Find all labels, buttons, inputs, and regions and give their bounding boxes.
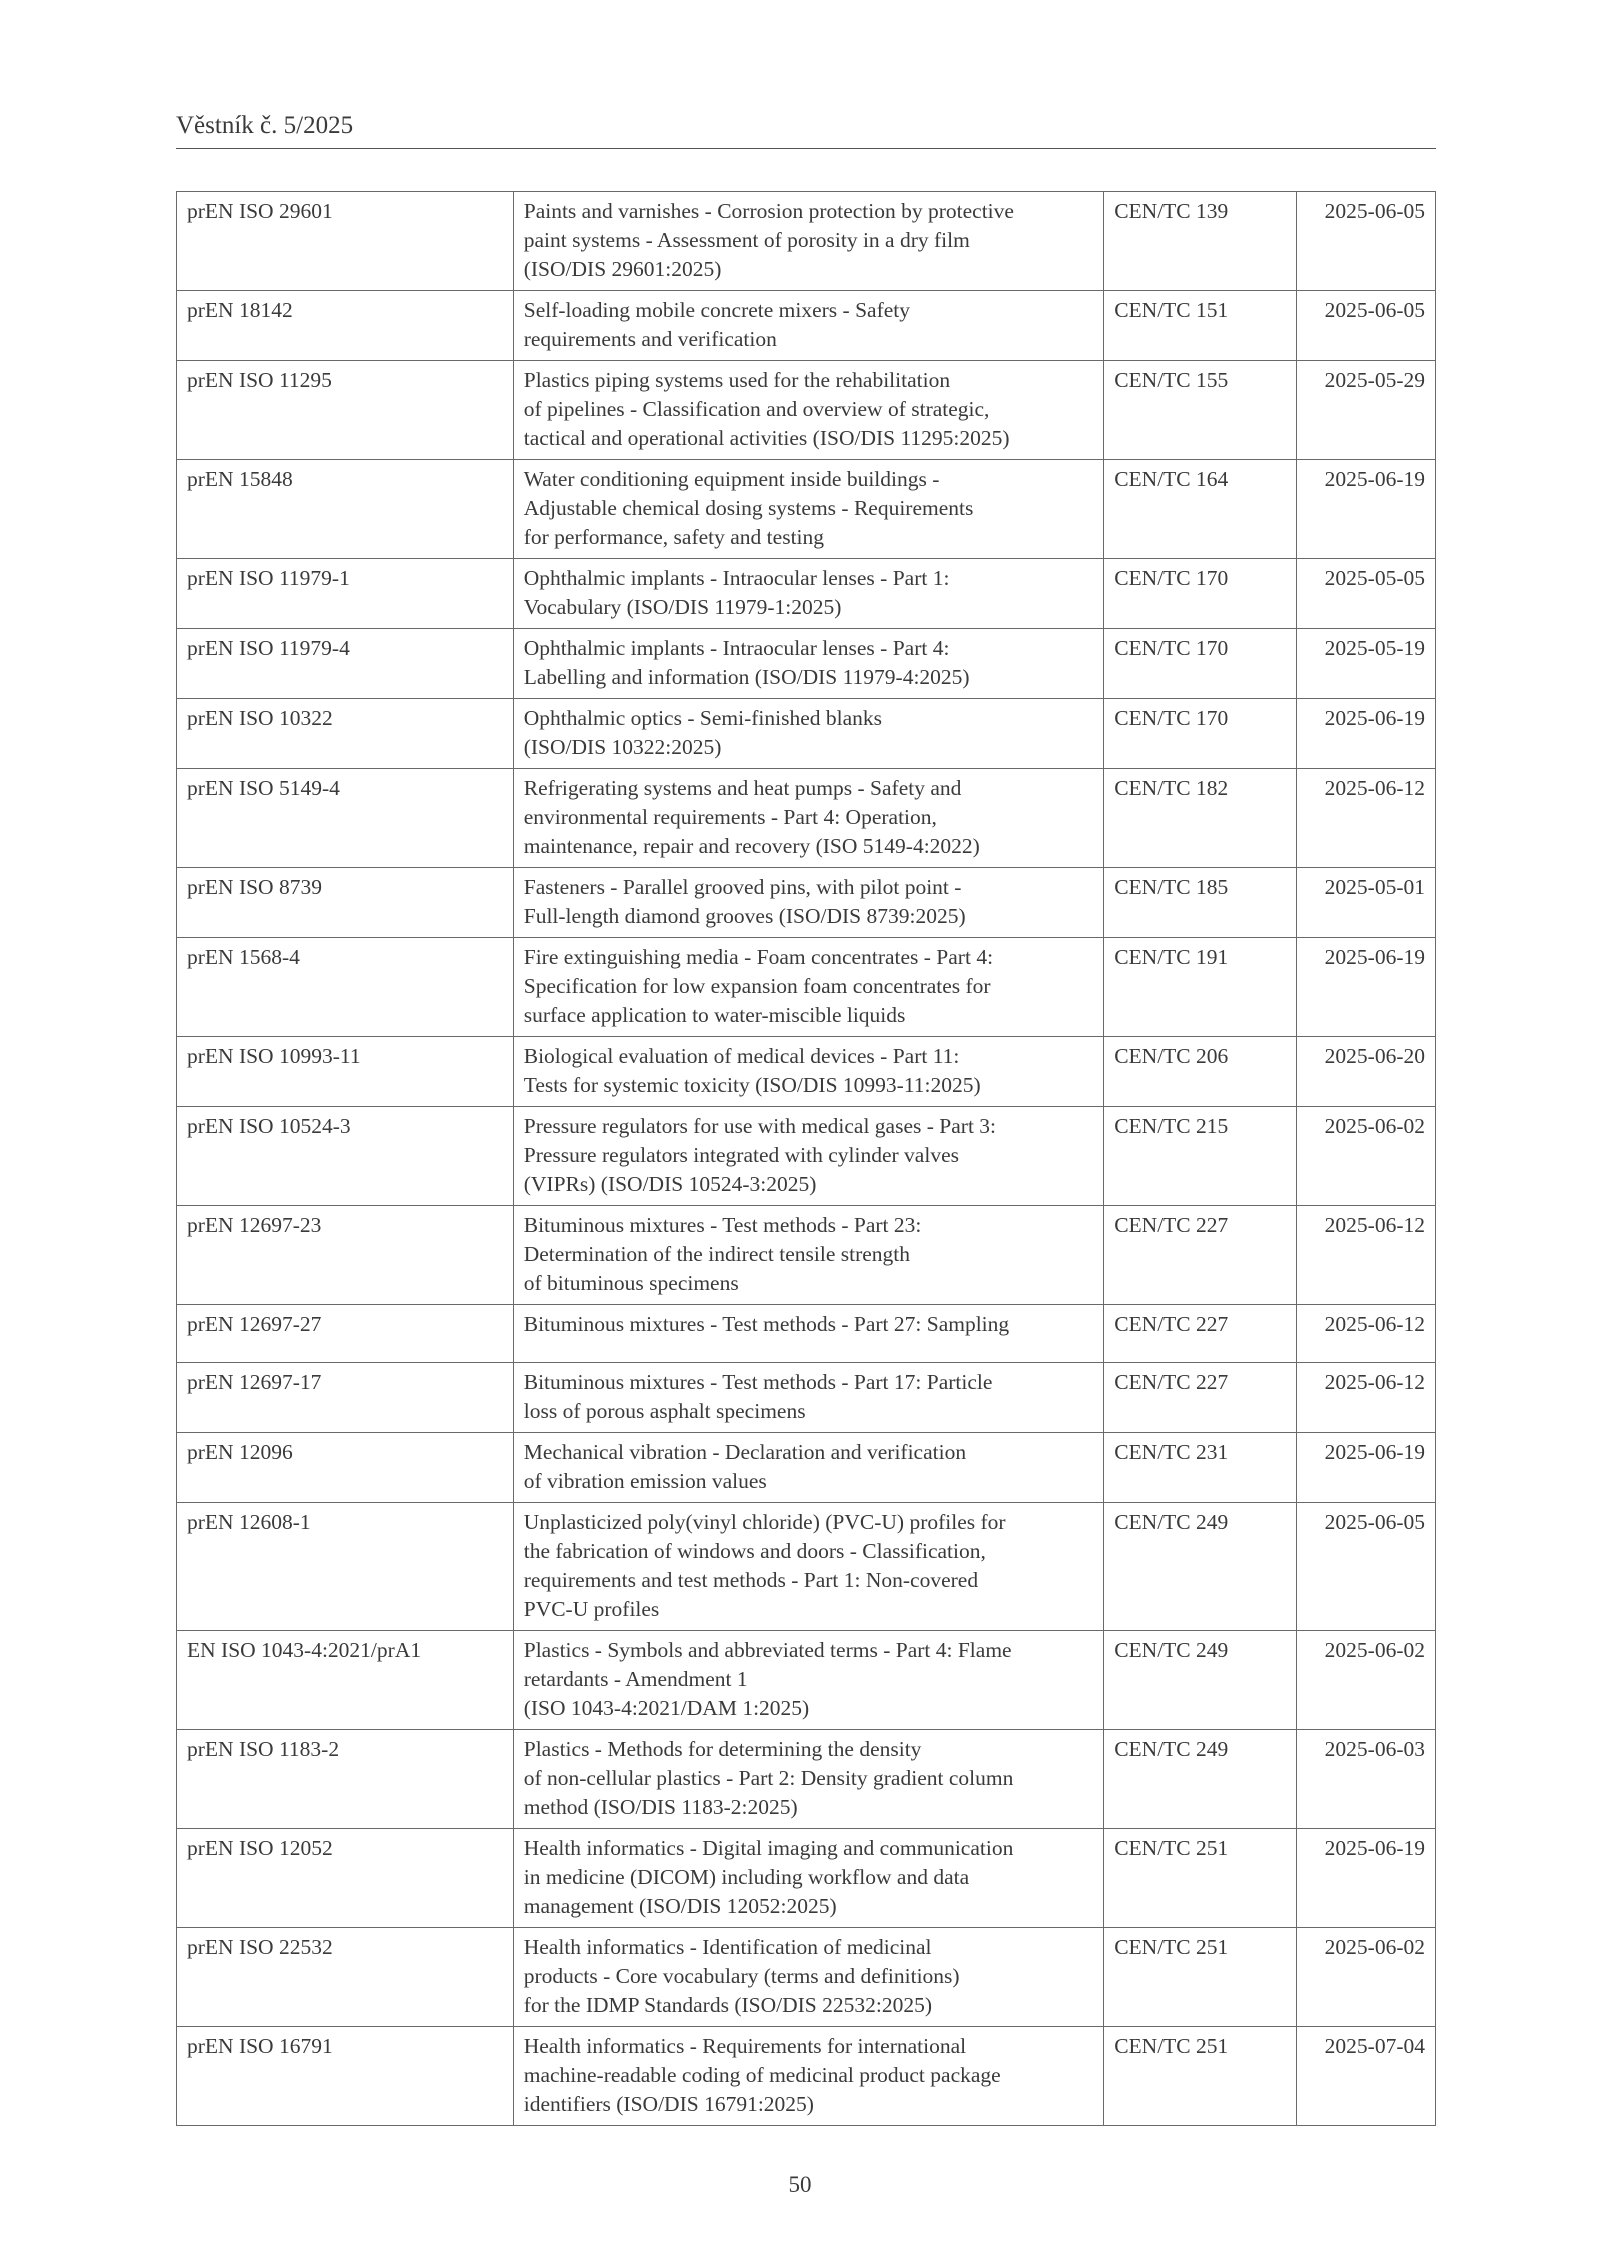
deadline-date: 2025-06-02 [1297,1928,1436,2027]
deadline-date: 2025-07-04 [1297,2027,1436,2126]
standard-description: Ophthalmic optics - Semi-finished blanks (ISO/DIS 10322:2025) [513,699,1103,769]
deadline-date: 2025-05-01 [1297,868,1436,938]
standards-table [176,191,1436,2126]
standard-description: Plastics - Methods for determining the density of non-cellular plastics - Part 2: Density gradient column method (ISO/DIS 1183-2:2025) [513,1730,1103,1829]
technical-committee: CEN/TC 251 [1104,1928,1297,2027]
standard-code: prEN 12697-17 [177,1363,514,1433]
deadline-date: 2025-06-12 [1297,1363,1436,1433]
standard-description: Plastics piping systems used for the rehabilitation of pipelines - Classification and overview of strategic, tactical and operational activities (ISO/DIS 11295:2025) [513,361,1103,460]
standard-description: Health informatics - Digital imaging and communication in medicine (DICOM) including workflow and data management (ISO/DIS 12052:2025) [513,1829,1103,1928]
technical-committee: CEN/TC 249 [1104,1503,1297,1631]
standard-description: Fire extinguishing media - Foam concentrates - Part 4: Specification for low expansion foam concentrates for surface application to water-miscible liquids [513,938,1103,1037]
table-row [177,1503,1436,1631]
standard-description: Bituminous mixtures - Test methods - Part 17: Particle loss of porous asphalt specimens [513,1363,1103,1433]
table-row [177,559,1436,629]
table-row [177,1206,1436,1305]
standard-description: Biological evaluation of medical devices - Part 11: Tests for systemic toxicity (ISO/DIS 10993-11:2025) [513,1037,1103,1107]
standard-code: prEN ISO 11979-1 [177,559,514,629]
deadline-date: 2025-06-02 [1297,1631,1436,1730]
deadline-date: 2025-06-19 [1297,460,1436,559]
technical-committee: CEN/TC 164 [1104,460,1297,559]
technical-committee: CEN/TC 251 [1104,1829,1297,1928]
standard-code: prEN ISO 1183-2 [177,1730,514,1829]
table-row [177,291,1436,361]
deadline-date: 2025-06-05 [1297,1503,1436,1631]
page-number: 50 [788,2172,812,2197]
deadline-date: 2025-06-02 [1297,1107,1436,1206]
standard-code: prEN 1568-4 [177,938,514,1037]
deadline-date: 2025-06-05 [1297,192,1436,291]
standard-description: Ophthalmic implants - Intraocular lenses - Part 1: Vocabulary (ISO/DIS 11979-1:2025) [513,559,1103,629]
table-row [177,1107,1436,1206]
standard-description: Unplasticized poly(vinyl chloride) (PVC-U) profiles for the fabrication of windows and doors - Classification, requirements and test methods - Part 1: Non-covered PVC-U profiles [513,1503,1103,1631]
technical-committee: CEN/TC 206 [1104,1037,1297,1107]
table-row [177,1631,1436,1730]
technical-committee: CEN/TC 170 [1104,559,1297,629]
standard-description: Water conditioning equipment inside buildings - Adjustable chemical dosing systems - Requirements for performance, safety and testing [513,460,1103,559]
standard-code: prEN ISO 12052 [177,1829,514,1928]
standard-code: prEN ISO 16791 [177,2027,514,2126]
standard-code: prEN ISO 8739 [177,868,514,938]
deadline-date: 2025-06-19 [1297,1433,1436,1503]
standard-description: Health informatics - Identification of medicinal products - Core vocabulary (terms and definitions) for the IDMP Standards (ISO/DIS 22532:2025) [513,1928,1103,2027]
standard-code: prEN 12697-27 [177,1305,514,1363]
technical-committee: CEN/TC 170 [1104,699,1297,769]
table-row [177,629,1436,699]
table-row [177,1433,1436,1503]
deadline-date: 2025-06-12 [1297,769,1436,868]
technical-committee: CEN/TC 249 [1104,1631,1297,1730]
deadline-date: 2025-06-12 [1297,1305,1436,1363]
table-row [177,192,1436,291]
standard-code: prEN ISO 11295 [177,361,514,460]
technical-committee: CEN/TC 215 [1104,1107,1297,1206]
standard-description: Self-loading mobile concrete mixers - Safety requirements and verification [513,291,1103,361]
table-row [177,1037,1436,1107]
standard-code: prEN 12096 [177,1433,514,1503]
table-row [177,2027,1436,2126]
standard-code: prEN ISO 29601 [177,192,514,291]
standard-code: prEN ISO 10993-11 [177,1037,514,1107]
standard-code: EN ISO 1043-4:2021/prA1 [177,1631,514,1730]
table-row [177,361,1436,460]
table-row [177,1829,1436,1928]
technical-committee: CEN/TC 155 [1104,361,1297,460]
table-row [177,868,1436,938]
standard-code: prEN 18142 [177,291,514,361]
technical-committee: CEN/TC 249 [1104,1730,1297,1829]
deadline-date: 2025-05-05 [1297,559,1436,629]
standard-description: Mechanical vibration - Declaration and verification of vibration emission values [513,1433,1103,1503]
deadline-date: 2025-06-03 [1297,1730,1436,1829]
standard-code: prEN ISO 22532 [177,1928,514,2027]
technical-committee: CEN/TC 182 [1104,769,1297,868]
technical-committee: CEN/TC 170 [1104,629,1297,699]
table-row [177,699,1436,769]
table-row [177,769,1436,868]
technical-committee: CEN/TC 251 [1104,2027,1297,2126]
standard-description: Pressure regulators for use with medical gases - Part 3: Pressure regulators integrated with cylinder valves (VIPRs) (ISO/DIS 10524-3:2025) [513,1107,1103,1206]
standard-description: Paints and varnishes - Corrosion protection by protective paint systems - Assessment of porosity in a dry film (ISO/DIS 29601:2025) [513,192,1103,291]
table-row [177,938,1436,1037]
standard-code: prEN 12608-1 [177,1503,514,1631]
technical-committee: CEN/TC 227 [1104,1363,1297,1433]
technical-committee: CEN/TC 151 [1104,291,1297,361]
standard-description: Bituminous mixtures - Test methods - Part 23: Determination of the indirect tensile strength of bituminous specimens [513,1206,1103,1305]
table-row [177,1305,1436,1363]
standard-description: Refrigerating systems and heat pumps - Safety and environmental requirements - Part 4: Operation, maintenance, repair and recovery (ISO 5149-4:2022) [513,769,1103,868]
standard-description: Plastics - Symbols and abbreviated terms - Part 4: Flame retardants - Amendment 1 (ISO 1043-4:2021/DAM 1:2025) [513,1631,1103,1730]
technical-committee: CEN/TC 227 [1104,1206,1297,1305]
table-row [177,1730,1436,1829]
deadline-date: 2025-06-19 [1297,699,1436,769]
technical-committee: CEN/TC 227 [1104,1305,1297,1363]
standard-description: Bituminous mixtures - Test methods - Part 27: Sampling [513,1305,1103,1363]
standard-description: Ophthalmic implants - Intraocular lenses - Part 4: Labelling and information (ISO/DIS 11979-4:2025) [513,629,1103,699]
technical-committee: CEN/TC 231 [1104,1433,1297,1503]
deadline-date: 2025-06-05 [1297,291,1436,361]
standard-code: prEN ISO 5149-4 [177,769,514,868]
technical-committee: CEN/TC 185 [1104,868,1297,938]
deadline-date: 2025-06-12 [1297,1206,1436,1305]
standard-code: prEN ISO 10322 [177,699,514,769]
deadline-date: 2025-05-19 [1297,629,1436,699]
technical-committee: CEN/TC 139 [1104,192,1297,291]
page-header: Věstník č. 5/2025 [176,112,1436,149]
deadline-date: 2025-06-20 [1297,1037,1436,1107]
table-row [177,1363,1436,1433]
standard-code: prEN ISO 11979-4 [177,629,514,699]
standard-description: Health informatics - Requirements for international machine-readable coding of medicinal product package identifiers (ISO/DIS 16791:2025) [513,2027,1103,2126]
standard-code: prEN ISO 10524-3 [177,1107,514,1206]
technical-committee: CEN/TC 191 [1104,938,1297,1037]
deadline-date: 2025-06-19 [1297,1829,1436,1928]
standard-description: Fasteners - Parallel grooved pins, with pilot point - Full-length diamond grooves (ISO/DIS 8739:2025) [513,868,1103,938]
table-row [177,1928,1436,2027]
table-row [177,460,1436,559]
standard-code: prEN 15848 [177,460,514,559]
deadline-date: 2025-05-29 [1297,361,1436,460]
standard-code: prEN 12697-23 [177,1206,514,1305]
deadline-date: 2025-06-19 [1297,938,1436,1037]
